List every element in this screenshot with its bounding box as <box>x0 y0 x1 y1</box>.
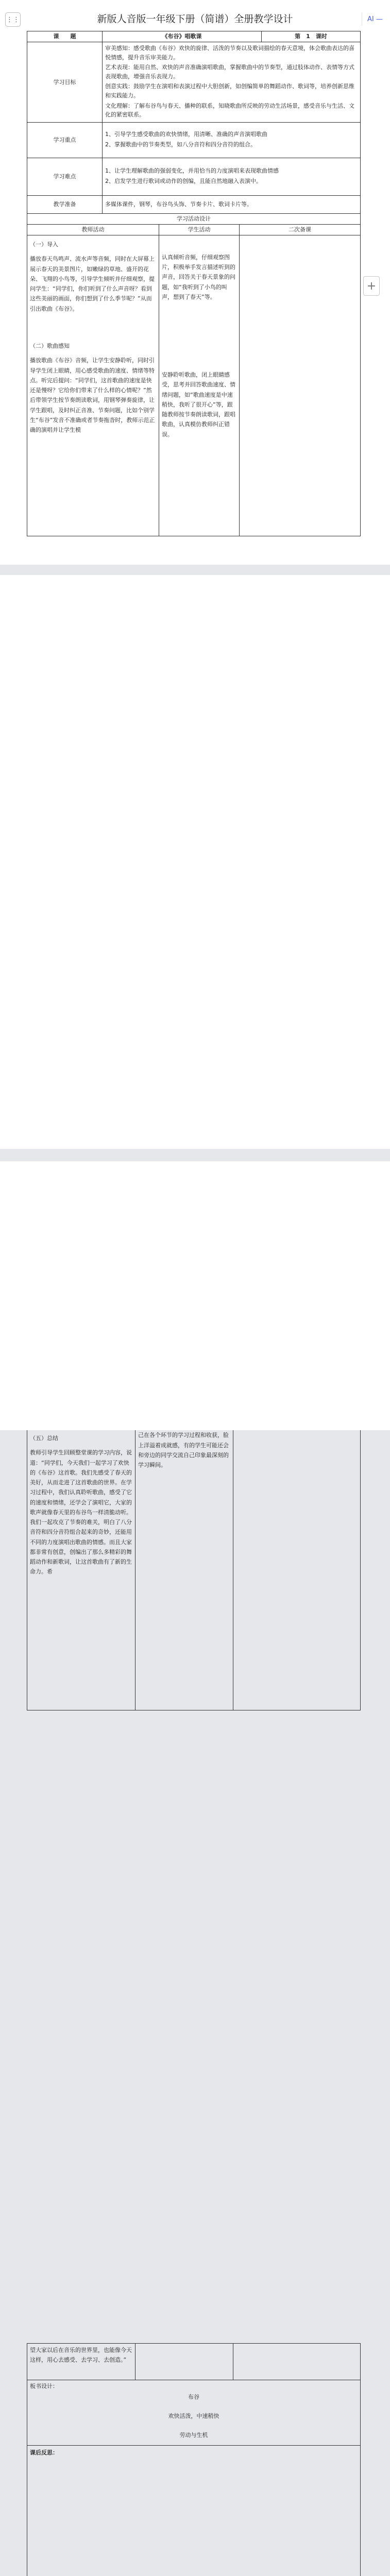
key-point-1: 1、引导学生感受歌曲的欢快情绪，用清晰、准确的声音演唱歌曲 <box>105 130 358 139</box>
preparation-label: 教学准备 <box>27 195 103 213</box>
board-design-content <box>30 2394 358 2438</box>
key-point-2: 2、掌握歌曲中的节奏类型，如八分音符和四分音符的组合。 <box>105 140 358 149</box>
summary-teacher-text: 教师引导学生回顾整堂课的学习内容，说道：“同学们，今天我们一起学习了欢快的《布谷》这首歌。我们先感受了春天的美好，从而走进了这首歌曲的世界。在学习过程中，我们认真聆听歌曲，感受了它的速度和情绪，还学会了演唱它，大家的歌声就像春天里的布谷鸟一样清脆动听。我们一起攻克了节奏的难关，明白了八分音符和四分音符组合起来的奇妙，还能用不同的力度演唱出歌曲的情感。而且大家都非常有创意，创编出了那么多精彩的舞蹈动作和新歌词，让这首歌曲有了新的生命力。希 <box>30 1448 132 1577</box>
period-value: 第 1 课时 <box>262 31 361 42</box>
objectives-label: 学习目标 <box>27 42 103 123</box>
board-line-theme: 劳动与生机 <box>30 2432 358 2438</box>
teacher-activity-cell <box>27 235 159 536</box>
document-page-1 <box>0 0 390 565</box>
perceive-student-text: 安静聆听歌曲，闭上眼睛感受，思考并回答歌曲速度、情绪问题，如“歌曲速度是中速稍快，我听了很开心”等，跟随教师按节奏朗读歌词，跟唱歌曲，认真模仿教师纠正错误。 <box>162 370 236 439</box>
section-intro-heading: （一）导入 <box>30 240 156 249</box>
difficulties-label: 学习难点 <box>27 158 103 195</box>
document-page-3 <box>0 1161 390 1430</box>
ai-assistant-button[interactable]: AI — <box>362 12 390 26</box>
topic-value: 《布谷》唱歌课 <box>103 31 262 42</box>
teacher-activity-cell <box>27 2344 135 2380</box>
board-line-mood: 欢快活泼，中速稍快 <box>30 2413 358 2419</box>
second-prep-cell[interactable] <box>233 2344 361 2380</box>
summary-student-text: 己在各个环节的学习过程和收获，脸上洋溢着成就感，有的学生可能还会和旁边的同学交流自己印象最深刻的学习瞬间。 <box>138 1420 230 1470</box>
perceive-teacher-text: 播放歌曲《布谷》音频，让学生安静聆听，同时引导学生闭上眼睛，用心感受歌曲的速度、情绪等特点。听完后提问：“同学们，这首歌曲的速度是快还是慢呀？它给你们带来了什么样的心情呢？”然后带领学生按节奏朗读歌词，用钢琴弹奏旋律，让学生跟唱，及时纠正音准、节奏问题，比如个别学生“布谷”发音不准确或者节奏拖沓时，教师示范正确的演唱并让学生模 <box>30 355 156 435</box>
objective-creativity: 创意实践：鼓励学生在演唱和表演过程中大胆创新，如创编简单的舞蹈动作、歌词等，培养创新思维和实践能力。 <box>105 82 358 100</box>
document-title: 新版人音版一年级下册（简谱）全册教学设计 <box>0 11 390 25</box>
board-design-cell <box>27 2380 361 2446</box>
objective-expression: 艺术表现：能用自然、欢快的声音准确演唱歌曲，掌握歌曲中的节奏型，通过肢体动作、表情等方式表现歌曲，增强音乐表现力。 <box>105 63 358 81</box>
student-activity-cell <box>135 2344 233 2380</box>
objective-culture: 文化理解：了解布谷鸟与春天、播种的联系，知晓歌曲所反映的劳动生活场景，感受音乐与生活、文化的紧密联系。 <box>105 101 358 120</box>
topic-label: 课 题 <box>27 31 103 42</box>
column-student-activity: 学生活动 <box>159 224 240 235</box>
intro-student-text: 认真倾听音频，仔细观察图片，积极举手发言描述听到的声音，回答关于春天景象的问题，如“我听到了小鸟的叫声，想到了春天”等。 <box>162 252 236 302</box>
student-activity-cell <box>159 235 240 536</box>
objective-aesthetic: 审美感知：感受歌曲《布谷》欢快的旋律、活泼的节奏以及歌词描绘的春天意境，体会歌曲表达的喜悦情感，提升音乐审美能力。 <box>105 44 358 62</box>
reflection-cell[interactable] <box>27 2446 361 2576</box>
column-second-prep: 二次备课 <box>240 224 361 235</box>
column-teacher-activity: 教师活动 <box>27 224 159 235</box>
section-summary-heading: （五）总结 <box>30 1434 132 1443</box>
add-icon[interactable]: + <box>363 276 380 296</box>
preparation-value: 多媒体课件，钢琴，布谷鸟头饰、节奏卡片、歌词卡片等。 <box>103 195 361 213</box>
second-prep-cell[interactable] <box>240 235 361 536</box>
key-points-label: 学习重点 <box>27 122 103 158</box>
document-page-2 <box>0 575 390 1149</box>
difficulty-1: 1、让学生理解歌曲的强弱变化，并用恰当的力度演唱来表现歌曲情感 <box>105 166 358 176</box>
intro-teacher-text: 播放春天鸟鸣声、流水声等音频，同时在大屏幕上展示春天的美景图片，如嫩绿的草地、盛开的花朵、飞翔的小鸟等，引导学生倾听并仔细观察，提问学生：“同学们，你们听到了什么声音呀？看到这些美丽的画面，你们想到了什么季节呢？”从而引出歌曲《布谷》。 <box>30 254 156 314</box>
difficulty-2: 2、启发学生进行歌词或动作的创编，且能自然地融入表演中。 <box>105 177 358 186</box>
activity-design-title: 学习活动设计 <box>27 213 361 224</box>
lesson-plan-table-end <box>27 2343 361 2576</box>
objectives-content <box>103 42 361 123</box>
reflection-label: 课后反思： <box>30 2448 358 2458</box>
board-design-label: 板书设计： <box>30 2382 358 2391</box>
cont-teacher-text: 望大家以后在音乐的世界里，也能像今天这样，用心去感受、去学习、去创造。” <box>30 2345 132 2365</box>
menu-icon[interactable]: ⋮⋮ <box>5 12 21 27</box>
section-perceive-heading: （二）歌曲感知 <box>30 342 156 351</box>
key-points-content <box>103 122 361 158</box>
difficulties-content <box>103 158 361 195</box>
board-line-title: 布谷 <box>30 2394 358 2400</box>
lesson-plan-table <box>27 31 361 536</box>
